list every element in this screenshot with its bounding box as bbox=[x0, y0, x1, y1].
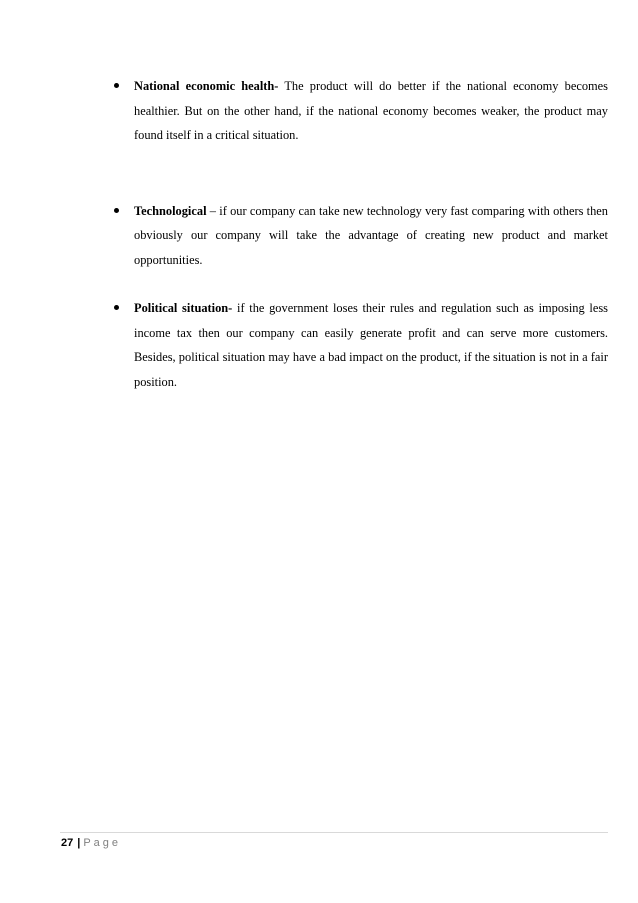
bullet-item-technological bbox=[112, 199, 608, 273]
page-footer bbox=[61, 836, 121, 850]
bullet-dot-icon bbox=[114, 305, 119, 310]
footer-divider bbox=[60, 832, 608, 833]
page-separator: | bbox=[77, 837, 81, 849]
bullet-body: – if our company can take new technology very fast comparing with others then obviously our company will take the advantage of creating new product and market opportunities. bbox=[134, 203, 608, 267]
bullet-item-political-situation bbox=[112, 296, 608, 394]
bullet-dot-icon bbox=[114, 83, 119, 88]
bullet-body: if the government loses their rules and regulation such as imposing less income tax then our company can easily generate profit and can serve more customers. Besides, political situation may have a bad impact on the product, if the situation is not in a fair position. bbox=[134, 301, 608, 389]
page-label: Page bbox=[83, 837, 122, 849]
bullet-title: Technological bbox=[134, 203, 207, 218]
page-number: 27 bbox=[61, 837, 74, 849]
bullet-item-national-economic-health bbox=[112, 74, 608, 148]
bullet-title: National economic health- bbox=[134, 79, 279, 93]
bullet-dot-icon bbox=[114, 208, 119, 213]
bullet-list bbox=[112, 74, 608, 394]
bullet-body: The product will do better if the national economy becomes healthier. But on the other hand, if the national economy becomes weaker, the product may found itself in a critical situation. bbox=[134, 79, 608, 142]
bullet-title: Political situation- bbox=[134, 301, 233, 315]
